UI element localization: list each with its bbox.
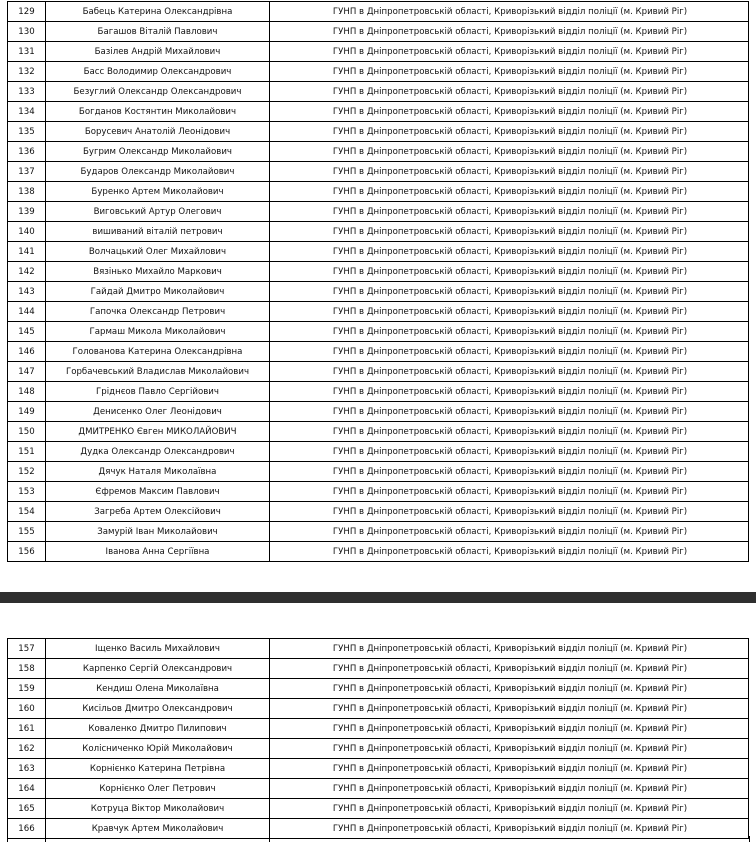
police-unit: ГУНП в Дніпропетровській області, Криворізький відділ поліції (м. Кривий Ріг) — [270, 719, 749, 738]
police-unit: ГУНП в Дніпропетровській області, Криворізький відділ поліції (м. Кривий Ріг) — [270, 62, 749, 81]
table-row — [8, 242, 749, 262]
row-number: 141 — [8, 242, 46, 261]
row-number: 157 — [8, 639, 46, 658]
row-number: 151 — [8, 442, 46, 461]
table-row — [8, 202, 749, 222]
police-unit: ГУНП в Дніпропетровській області, Криворізький відділ поліції (м. Кривий Ріг) — [270, 759, 749, 778]
row-number: 166 — [8, 819, 46, 838]
table-row — [8, 422, 749, 442]
row-number: 158 — [8, 659, 46, 678]
row-number: 152 — [8, 462, 46, 481]
person-name: Кисільов Дмитро Олександрович — [46, 699, 270, 718]
table-page-2 — [7, 638, 749, 839]
table-row — [8, 2, 749, 22]
row-number: 147 — [8, 362, 46, 381]
row-number: 132 — [8, 62, 46, 81]
table-row — [8, 22, 749, 42]
row-number: 131 — [8, 42, 46, 61]
person-name: Горбачевський Владислав Миколайович — [46, 362, 270, 381]
person-name: Голованова Катерина Олександрівна — [46, 342, 270, 361]
police-unit: ГУНП в Дніпропетровській області, Криворізький відділ поліції (м. Кривий Ріг) — [270, 679, 749, 698]
row-number: 134 — [8, 102, 46, 121]
person-name: Котруца Віктор Миколайович — [46, 799, 270, 818]
person-name: Вязінько Михайло Маркович — [46, 262, 270, 281]
police-unit: ГУНП в Дніпропетровській області, Криворізький відділ поліції (м. Кривий Ріг) — [270, 382, 749, 401]
row-number: 133 — [8, 82, 46, 101]
police-unit: ГУНП в Дніпропетровській області, Криворізький відділ поліції (м. Кривий Ріг) — [270, 142, 749, 161]
person-name: Бугрим Олександр Миколайович — [46, 142, 270, 161]
person-name: Виговський Артур Олегович — [46, 202, 270, 221]
row-number: 159 — [8, 679, 46, 698]
table-row — [8, 639, 749, 659]
table-row — [8, 719, 749, 739]
row-number: 143 — [8, 282, 46, 301]
table-row — [8, 222, 749, 242]
police-unit: ГУНП в Дніпропетровській області, Криворізький відділ поліції (м. Кривий Ріг) — [270, 242, 749, 261]
police-unit: ГУНП в Дніпропетровській області, Криворізький відділ поліції (м. Кривий Ріг) — [270, 22, 749, 41]
table-2-rows — [7, 638, 749, 839]
police-unit: ГУНП в Дніпропетровській області, Криворізький відділ поліції (м. Кривий Ріг) — [270, 282, 749, 301]
row-number: 165 — [8, 799, 46, 818]
table-row — [8, 322, 749, 342]
row-number: 145 — [8, 322, 46, 341]
police-unit: ГУНП в Дніпропетровській області, Криворізький відділ поліції (м. Кривий Ріг) — [270, 402, 749, 421]
police-unit: ГУНП в Дніпропетровській області, Криворізький відділ поліції (м. Кривий Ріг) — [270, 362, 749, 381]
row-number: 154 — [8, 502, 46, 521]
police-unit: ГУНП в Дніпропетровській області, Криворізький відділ поліції (м. Кривий Ріг) — [270, 779, 749, 798]
person-name: Бударов Олександр Миколайович — [46, 162, 270, 181]
police-unit: ГУНП в Дніпропетровській області, Криворізький відділ поліції (м. Кривий Ріг) — [270, 162, 749, 181]
person-name: Волчацький Олег Михайлович — [46, 242, 270, 261]
person-name: Гармаш Микола Миколайович — [46, 322, 270, 341]
police-unit: ГУНП в Дніпропетровській області, Криворізький відділ поліції (м. Кривий Ріг) — [270, 122, 749, 141]
row-number: 137 — [8, 162, 46, 181]
person-name: Буренко Артем Миколайович — [46, 182, 270, 201]
row-number: 138 — [8, 182, 46, 201]
person-name: Богданов Костянтин Миколайович — [46, 102, 270, 121]
page-divider — [0, 592, 756, 603]
person-name: Карпенко Сергій Олександрович — [46, 659, 270, 678]
police-unit: ГУНП в Дніпропетровській області, Криворізький відділ поліції (м. Кривий Ріг) — [270, 659, 749, 678]
row-number: 156 — [8, 542, 46, 561]
row-number: 146 — [8, 342, 46, 361]
table-row — [8, 122, 749, 142]
police-unit: ГУНП в Дніпропетровській області, Криворізький відділ поліції (м. Кривий Ріг) — [270, 302, 749, 321]
police-unit: ГУНП в Дніпропетровській області, Криворізький відділ поліції (м. Кривий Ріг) — [270, 799, 749, 818]
police-unit: ГУНП в Дніпропетровській області, Криворізький відділ поліції (м. Кривий Ріг) — [270, 2, 749, 21]
table-page-1 — [7, 1, 749, 562]
police-unit: ГУНП в Дніпропетровській області, Криворізький відділ поліції (м. Кривий Ріг) — [270, 542, 749, 561]
person-name: Коваленко Дмитро Пилипович — [46, 719, 270, 738]
table-row — [8, 799, 749, 819]
row-number: 140 — [8, 222, 46, 241]
table-1-rows — [7, 1, 749, 562]
row-number: 163 — [8, 759, 46, 778]
row-number: 153 — [8, 482, 46, 501]
police-unit: ГУНП в Дніпропетровській області, Криворізький відділ поліції (м. Кривий Ріг) — [270, 422, 749, 441]
police-unit: ГУНП в Дніпропетровській області, Криворізький відділ поліції (м. Кривий Ріг) — [270, 42, 749, 61]
police-unit: ГУНП в Дніпропетровській області, Криворізький відділ поліції (м. Кривий Ріг) — [270, 222, 749, 241]
row-number: 150 — [8, 422, 46, 441]
person-name: Денисенко Олег Леонідович — [46, 402, 270, 421]
table-row — [8, 82, 749, 102]
police-unit: ГУНП в Дніпропетровській області, Криворізький відділ поліції (м. Кривий Ріг) — [270, 462, 749, 481]
row-number: 160 — [8, 699, 46, 718]
table-row — [8, 739, 749, 759]
police-unit: ГУНП в Дніпропетровській області, Криворізький відділ поліції (м. Кривий Ріг) — [270, 482, 749, 501]
cut-off-table-row — [7, 836, 749, 842]
row-number: 148 — [8, 382, 46, 401]
table-row — [8, 522, 749, 542]
police-unit: ГУНП в Дніпропетровській області, Криворізький відділ поліції (м. Кривий Ріг) — [270, 522, 749, 541]
row-number: 136 — [8, 142, 46, 161]
person-name: ДМИТРЕНКО Євген МИКОЛАЙОВИЧ — [46, 422, 270, 441]
row-number: 162 — [8, 739, 46, 758]
police-unit: ГУНП в Дніпропетровській області, Криворізький відділ поліції (м. Кривий Ріг) — [270, 82, 749, 101]
table-row — [8, 502, 749, 522]
table-row — [8, 342, 749, 362]
person-name: Базілев Андрій Михайлович — [46, 42, 270, 61]
police-unit: ГУНП в Дніпропетровській області, Криворізький відділ поліції (м. Кривий Ріг) — [270, 102, 749, 121]
police-unit: ГУНП в Дніпропетровській області, Криворізький відділ поліції (м. Кривий Ріг) — [270, 639, 749, 658]
police-unit: ГУНП в Дніпропетровській області, Криворізький відділ поліції (м. Кривий Ріг) — [270, 322, 749, 341]
table-row — [8, 162, 749, 182]
person-name: Борусевич Анатолій Леонідович — [46, 122, 270, 141]
police-unit: ГУНП в Дніпропетровській області, Криворізький відділ поліції (м. Кривий Ріг) — [270, 442, 749, 461]
person-name: Загреба Артем Олексійович — [46, 502, 270, 521]
table-row — [8, 282, 749, 302]
row-number: 135 — [8, 122, 46, 141]
table-row — [8, 62, 749, 82]
table-row — [8, 142, 749, 162]
person-name: Басс Володимир Олександрович — [46, 62, 270, 81]
person-name: Дячук Наталя Миколаївна — [46, 462, 270, 481]
table-row — [8, 759, 749, 779]
person-name: Гріднєов Павло Сергійович — [46, 382, 270, 401]
person-name: Замурій Іван Миколайович — [46, 522, 270, 541]
police-unit: ГУНП в Дніпропетровській області, Криворізький відділ поліції (м. Кривий Ріг) — [270, 739, 749, 758]
row-number: 161 — [8, 719, 46, 738]
police-unit: ГУНП в Дніпропетровській області, Криворізький відділ поліції (м. Кривий Ріг) — [270, 262, 749, 281]
person-name: Гайдай Дмитро Миколайович — [46, 282, 270, 301]
table-row — [8, 659, 749, 679]
person-name: Гапочка Олександр Петрович — [46, 302, 270, 321]
table-row — [8, 482, 749, 502]
police-unit: ГУНП в Дніпропетровській області, Криворізький відділ поліції (м. Кривий Ріг) — [270, 699, 749, 718]
person-name: Єфремов Максим Павлович — [46, 482, 270, 501]
person-name: вишиваний віталій петрович — [46, 222, 270, 241]
table-row — [8, 462, 749, 482]
person-name: Безуглий Олександр Олександрович — [46, 82, 270, 101]
row-number: 144 — [8, 302, 46, 321]
row-number: 129 — [8, 2, 46, 21]
table-row — [8, 382, 749, 402]
row-number: 130 — [8, 22, 46, 41]
police-unit: ГУНП в Дніпропетровській області, Криворізький відділ поліції (м. Кривий Ріг) — [270, 502, 749, 521]
table-row — [8, 182, 749, 202]
table-row — [8, 402, 749, 422]
table-row — [8, 779, 749, 799]
police-unit: ГУНП в Дніпропетровській області, Криворізький відділ поліції (м. Кривий Ріг) — [270, 182, 749, 201]
row-number: 164 — [8, 779, 46, 798]
row-number: 149 — [8, 402, 46, 421]
person-name: Багашов Віталій Павлович — [46, 22, 270, 41]
police-unit: ГУНП в Дніпропетровській області, Криворізький відділ поліції (м. Кривий Ріг) — [270, 202, 749, 221]
table-row — [8, 699, 749, 719]
table-row — [8, 102, 749, 122]
table-row — [8, 362, 749, 382]
table-row — [8, 42, 749, 62]
row-number: 139 — [8, 202, 46, 221]
person-name: Кравчук Артем Миколайович — [46, 819, 270, 838]
row-number: 142 — [8, 262, 46, 281]
person-name: Дудка Олександр Олександрович — [46, 442, 270, 461]
person-name: Корнієнко Катерина Петрівна — [46, 759, 270, 778]
person-name: Корнієнко Олег Петрович — [46, 779, 270, 798]
table-row — [8, 302, 749, 322]
table-row — [8, 679, 749, 699]
police-unit: ГУНП в Дніпропетровській області, Криворізький відділ поліції (м. Кривий Ріг) — [270, 819, 749, 838]
table-row — [8, 262, 749, 282]
person-name: Бабець Катерина Олександрівна — [46, 2, 270, 21]
person-name: Колісниченко Юрій Миколайович — [46, 739, 270, 758]
person-name: Кендиш Олена Миколаївна — [46, 679, 270, 698]
table-row — [8, 542, 749, 562]
police-unit: ГУНП в Дніпропетровській області, Криворізький відділ поліції (м. Кривий Ріг) — [270, 342, 749, 361]
table-row — [8, 442, 749, 462]
person-name: Іванова Анна Сергіївна — [46, 542, 270, 561]
person-name: Іщенко Василь Михайлович — [46, 639, 270, 658]
row-number: 155 — [8, 522, 46, 541]
